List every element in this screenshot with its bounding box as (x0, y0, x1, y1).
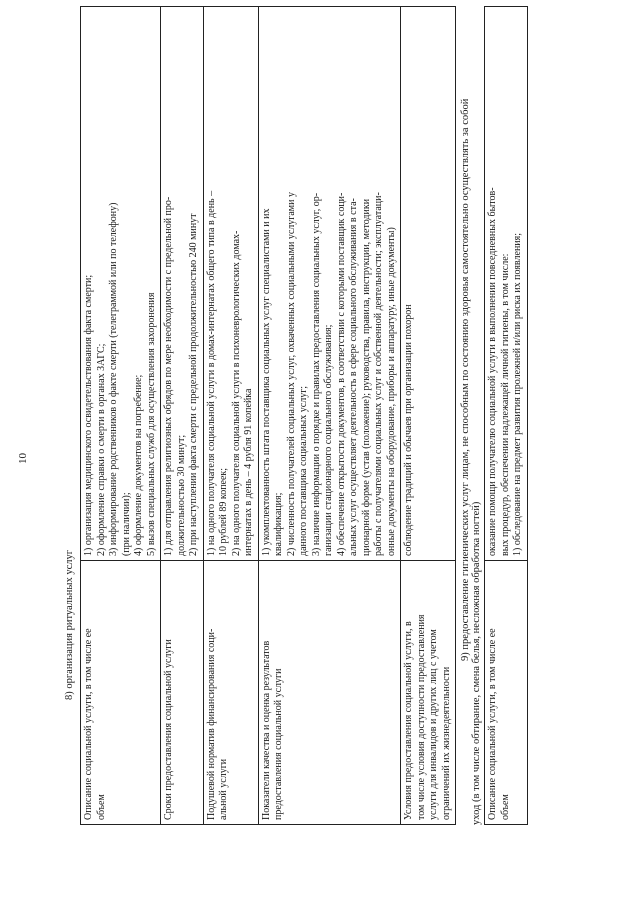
parameter-label-line: Описание социальной услуги, в том числе ее (487, 628, 498, 820)
parameter-label-line: Сроки предоставления социальной услуги (163, 639, 174, 820)
parameter-label-cell (203, 561, 258, 825)
parameter-label-line: предоставления социальной услуги (273, 668, 284, 820)
parameter-value-line: 2) на одного получателя социальной услуги в психоневрологических домах- (230, 230, 242, 556)
parameter-value-line: 4) оформление документов на погребение; (133, 374, 144, 556)
parameter-value-cell (161, 7, 204, 561)
parameter-value-line: интернатах в день – 4 рубля 91 копейка (243, 388, 254, 556)
parameter-value-line: квалификация; (273, 492, 284, 556)
parameter-value-line: альных услуг осуществляет деятельность в сфере социального обслуживания в ста- (348, 198, 359, 556)
parameter-value-line: 2) при наступлении факта смерти с предельной продолжительностью 240 минут (188, 213, 199, 556)
parameter-value-line: 2) численность получателей социальных услуг, охваченных социальными услугами у (285, 192, 297, 556)
parameter-value-cell (81, 7, 161, 561)
parameter-label-line: Подушевой норматив финансирования соци- (205, 628, 217, 820)
section-8-title: 8) организация ритуальных услуг (64, 549, 75, 700)
parameter-value-line: 2) оформление справки о смерти в органах ЗАГС; (95, 343, 107, 556)
parameter-label-line: Описание социальной услуги, в том числе ее (83, 628, 94, 820)
table-row (81, 7, 161, 825)
parameter-value-cell (401, 7, 456, 561)
parameter-label-line: объем (95, 794, 107, 820)
parameter-value-line: 1) обследование на предмет развития пролежней и/или риска их появления; (512, 232, 523, 556)
parameter-label-line: Условия предоставления социальной услуги, в (403, 621, 414, 820)
table-row (401, 7, 456, 825)
parameter-value-line: ганизации стационарного социального обслуживания; (323, 324, 334, 556)
parameter-label-line: ограничений их жизнедеятельности (440, 666, 452, 820)
section-9-title-line: 9) предоставление гигиенических услуг лицам, не способным по состоянию здоровья самостоятельно осуществлять за собой (460, 98, 471, 661)
parameter-value-line: 1) на одного получателя социальной услуги в домах-интернатах общего типа в день – (205, 190, 217, 556)
parameter-label-cell (485, 561, 528, 825)
parameter-value-line: 5) вызов специальных служб для осуществления захоронения (145, 292, 157, 556)
parameter-value-line: онные документы на оборудование, приборы и аппаратуру, иные документы) (385, 227, 397, 556)
parameter-value-line: данного поставщика социальных услуг; (298, 385, 309, 556)
parameter-value-line: (при наличии); (120, 492, 132, 556)
parameter-value-line: работы с получателями социальных услуг и собственной деятельности; эксплуатаци- (373, 192, 384, 556)
table-row (258, 7, 401, 825)
table-row (161, 7, 204, 825)
table-row (485, 7, 528, 825)
service-9-table (484, 6, 528, 825)
parameter-value-line: соблюдение традиций и обычаев при организации похорон (403, 304, 414, 556)
parameter-label-line: том числе условия доступности предоставления (415, 614, 427, 820)
parameter-label-line: Показатели качества и оценка результатов (260, 640, 272, 820)
parameter-label-cell (161, 561, 204, 825)
parameter-value-line: 3) информирование родственников о факте смерти (телеграммой или по телефону) (108, 202, 119, 556)
parameter-value-cell (203, 7, 258, 561)
parameter-label-line: объем (499, 794, 511, 820)
parameter-label-cell (258, 561, 401, 825)
parameter-value-cell (485, 7, 528, 561)
parameter-value-line: 1) укомплектованность штата поставщика социальных услуг специалистами и их (260, 208, 272, 556)
section-9-title-block (460, 99, 482, 825)
page-number: 10 (17, 453, 29, 464)
parameter-value-cell (258, 7, 401, 561)
parameter-value-line: 4) обеспечение открытости документов, в соответствии с которыми поставщик соци- (335, 192, 347, 556)
table-row (203, 7, 258, 825)
service-8-table (80, 6, 456, 825)
parameter-value-line: должительностью 30 минут; (175, 434, 187, 556)
parameter-label-line: альной услуги (218, 758, 229, 820)
parameter-label-line: услуги для инвалидов и других лиц с учетом (428, 629, 439, 820)
parameter-value-line: 1) организация медицинского освидетельствования факта смерти; (83, 274, 94, 556)
parameter-value-line: оказание помощи получателю социальной услуги в выполнении повседневных бытов- (487, 187, 498, 556)
parameter-value-line: 3) наличие информации о порядке и правилах предоставления социальных услуг, ор- (310, 192, 322, 556)
parameter-value-line: ционарной форме (устав (положение); руководства, правила, инструкции, методики (360, 198, 372, 556)
parameter-label-cell (81, 561, 161, 825)
parameter-value-line: 1) для отправления религиозных обрядов по мере необходимости с предельной про- (163, 196, 174, 556)
parameter-value-line: 10 рублей 89 копеек; (218, 467, 229, 556)
parameter-label-cell (401, 561, 456, 825)
parameter-value-line: вых процедур, обеспечении надлежащей личной гигиены, в том числе: (499, 253, 511, 556)
section-9-title-line: уход (в том числе обтирание, смена белья, несложная обработка ногтей) (471, 501, 482, 825)
